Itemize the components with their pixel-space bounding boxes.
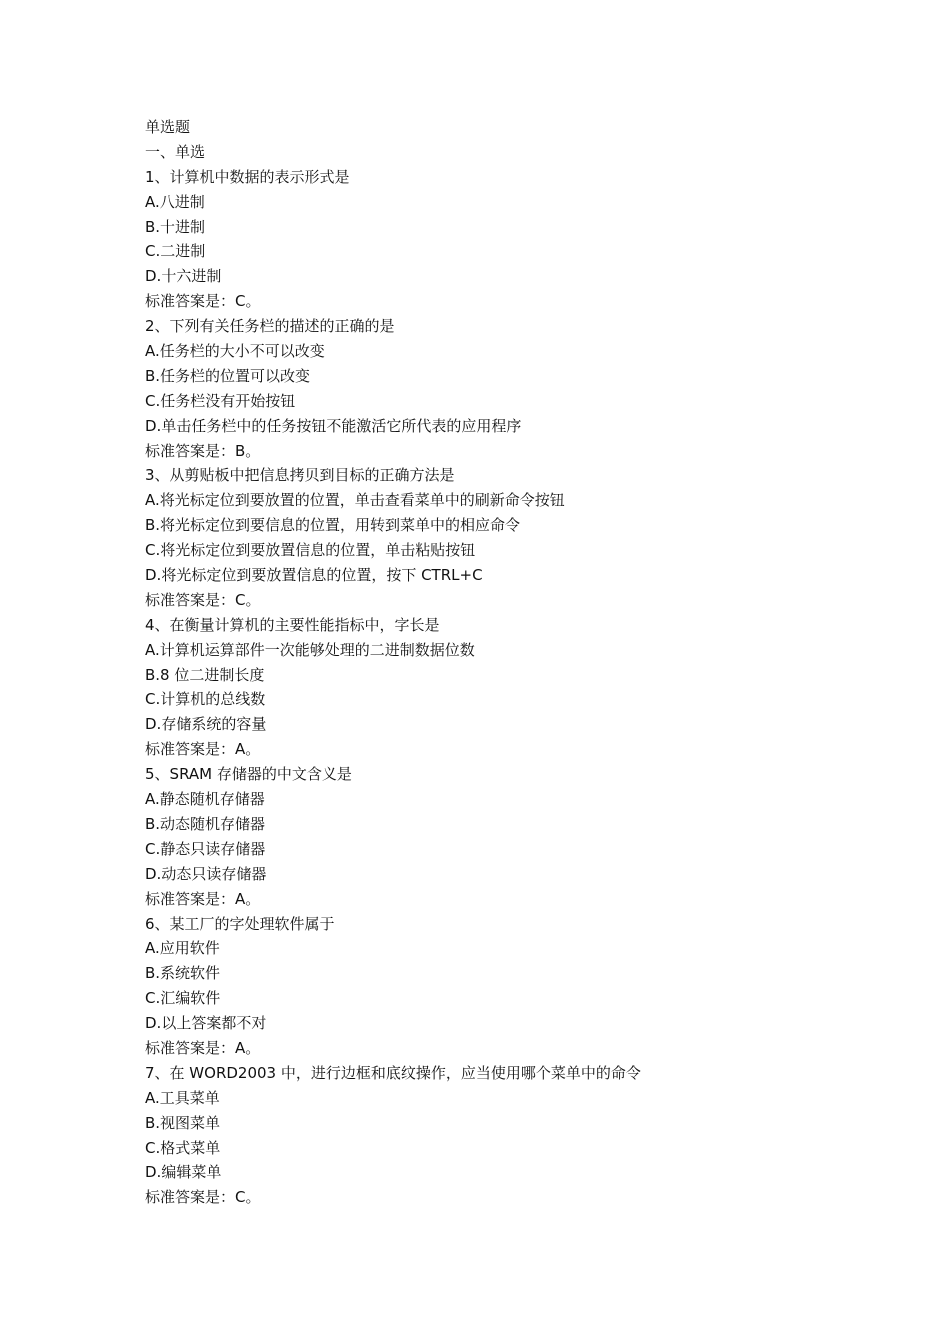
option-d: D.动态只读存储器 <box>145 864 267 883</box>
option-c: C.汇编软件 <box>145 989 221 1008</box>
question-5 <box>145 762 845 911</box>
option-b: B.系统软件 <box>145 964 221 983</box>
option-c: C.计算机的总线数 <box>145 690 266 709</box>
option-b: B.任务栏的位置可以改变 <box>145 366 311 385</box>
option-d: D.单击任务栏中的任务按钮不能激活它所代表的应用程序 <box>145 416 522 435</box>
question-stem: 3、从剪贴板中把信息拷贝到目标的正确方法是 <box>145 466 455 485</box>
option-d: D.十六进制 <box>145 267 222 286</box>
question-stem: 7、在 WORD2003 中，进行边框和底纹操作，应当使用哪个菜单中的命令 <box>145 1063 641 1082</box>
section-heading: 一、单选 <box>145 142 206 161</box>
option-a: A.应用软件 <box>145 939 220 958</box>
question-stem: 2、下列有关任务栏的描述的正确的是 <box>145 317 395 336</box>
option-b: B.将光标定位到要信息的位置，用转到菜单中的相应命令 <box>145 516 521 535</box>
answer-line: 标准答案是：C。 <box>145 292 261 311</box>
answer-line: 标准答案是：C。 <box>145 1188 261 1207</box>
question-2 <box>145 314 845 463</box>
option-c: C.任务栏没有开始按钮 <box>145 391 296 410</box>
answer-line: 标准答案是：A。 <box>145 889 261 908</box>
option-b: B.十进制 <box>145 217 206 236</box>
option-c: C.将光标定位到要放置信息的位置，单击粘贴按钮 <box>145 541 476 560</box>
option-b: B.8 位二进制长度 <box>145 665 265 684</box>
option-b: B.视图菜单 <box>145 1113 221 1132</box>
option-c: C.二进制 <box>145 242 206 261</box>
document-body <box>145 115 845 1210</box>
question-stem: 1、计算机中数据的表示形式是 <box>145 167 350 186</box>
option-d: D.编辑菜单 <box>145 1163 222 1182</box>
document-title: 单选题 <box>145 118 191 136</box>
answer-line: 标准答案是：C。 <box>145 590 261 609</box>
option-b: B.动态随机存储器 <box>145 814 266 833</box>
option-c: C.静态只读存储器 <box>145 839 266 858</box>
question-3 <box>145 463 845 612</box>
question-7 <box>145 1061 845 1210</box>
question-6 <box>145 912 845 1061</box>
option-d: D.存储系统的容量 <box>145 715 267 734</box>
option-a: A.静态随机存储器 <box>145 790 265 809</box>
option-d: D.将光标定位到要放置信息的位置，按下 CTRL+C <box>145 566 483 585</box>
option-a: A.任务栏的大小不可以改变 <box>145 342 325 361</box>
option-a: A.将光标定位到要放置的位置，单击查看菜单中的刷新命令按钮 <box>145 491 565 510</box>
answer-line: 标准答案是：A。 <box>145 740 261 759</box>
question-1 <box>145 165 845 314</box>
option-c: C.格式菜单 <box>145 1138 221 1157</box>
question-stem: 4、在衡量计算机的主要性能指标中，字长是 <box>145 615 440 634</box>
question-stem: 5、SRAM 存储器的中文含义是 <box>145 765 352 784</box>
option-a: A.计算机运算部件一次能够处理的二进制数据位数 <box>145 640 475 659</box>
question-4 <box>145 613 845 762</box>
option-d: D.以上答案都不对 <box>145 1014 267 1033</box>
option-a: A.工具菜单 <box>145 1088 220 1107</box>
option-a: A.八进制 <box>145 192 205 211</box>
question-stem: 6、某工厂的字处理软件属于 <box>145 914 335 933</box>
answer-line: 标准答案是：A。 <box>145 1038 261 1057</box>
answer-line: 标准答案是：B。 <box>145 441 261 460</box>
